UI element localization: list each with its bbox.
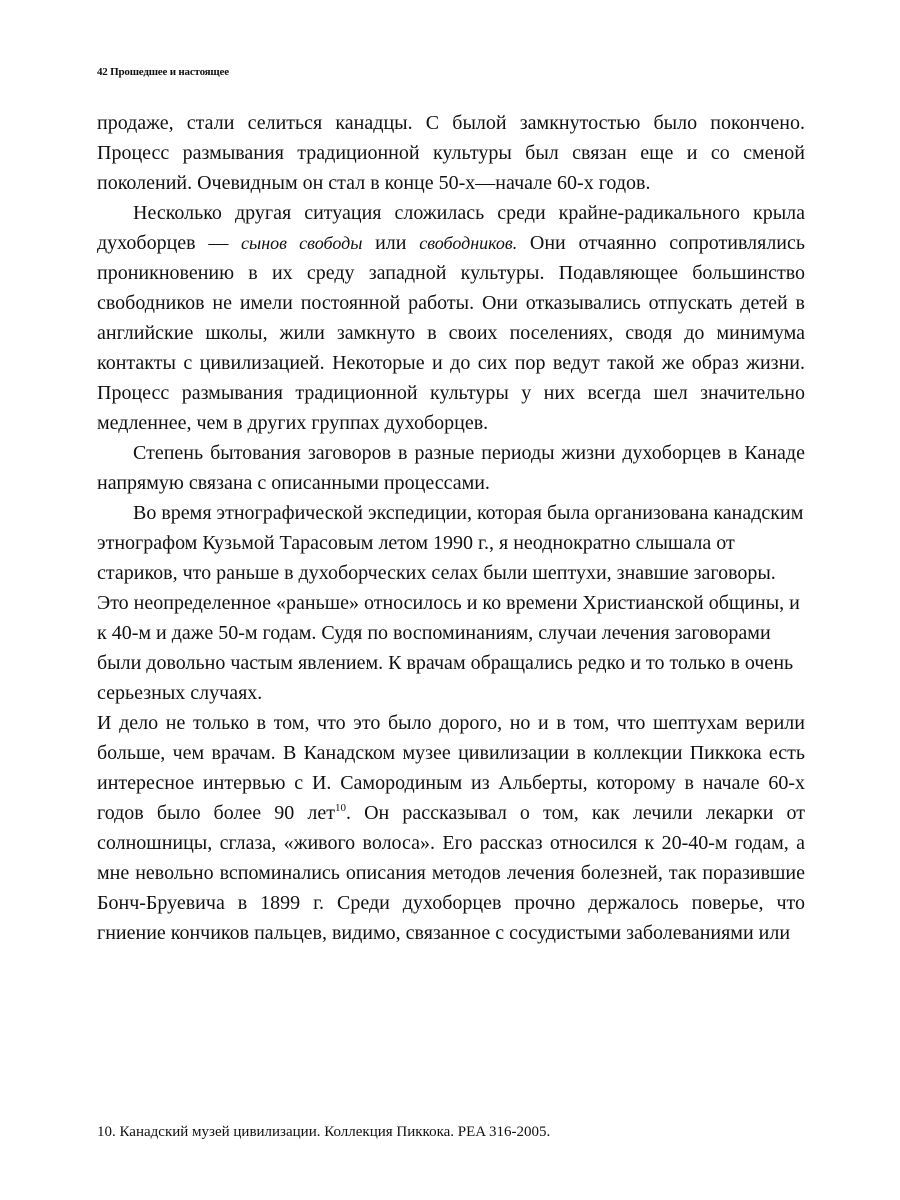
footnote-reference: 10 (334, 802, 346, 814)
page-body (97, 108, 805, 948)
paragraph-2-italic-sons-of-freedom: сынов свободы (241, 233, 363, 253)
paragraph-5 (97, 708, 805, 948)
paragraph-5-text-a: И дело не только в том, что это было дорого, но и в том, что шептухам верили больше, чем врачам. В Канадском музее цивилизации в коллекции Пиккока есть интересное интервью с И. Самородиным из Альберты, которому в начале 60-х годов было более 90 лет (97, 712, 805, 824)
paragraph-2-text-c: или (362, 232, 420, 254)
paragraph-2-italic-svobodniki: свободников. (419, 233, 518, 253)
paragraph-2 (97, 198, 805, 438)
paragraph-4: Во время этнографической экспедиции, которая была организована канадским этнографом Кузьмой Тарасовым летом 1990 г., я неоднократно слышала от стариков, что раньше в духоборческих селах были шептухи, знавшие заговоры. Это неопределенное «раньше» относилось и ко времени Христианской общины, и к 40-м и даже 50-м годам. Судя по воспоминаниям, случаи лечения заговорами были довольно частым явлением. К врачам обращались редко и то только в очень серьезных случаях. (97, 502, 804, 704)
paragraph-3: Степень бытования заговоров в разные периоды жизни духоборцев в Канаде напрямую связана с описанными процессами. (97, 442, 805, 494)
paragraph-2-text-e: Они отчаянно сопротивлялись проникновению в их среду западной культуры. Подавляющее большинство свободников не имели постоянной работы. Они отказывались отпускать детей в английские школы, жили замкнуто в своих поселениях, сводя до минимума контакты с цивилизацией. Некоторые и до сих пор ведут такой же образ жизни. Процесс размывания традиционной культуры у них всегда шел значительно медленнее, чем в других группах духоборцев. (97, 232, 806, 434)
running-head: 42 Прошедшее и настоящее (97, 66, 229, 78)
footnote: 10. Канадский музей цивилизации. Коллекция Пиккока. PEA 316-2005. (97, 1124, 551, 1140)
paragraph-1: продаже, стали селиться канадцы. С былой замкнутостью было покончено. Процесс размывания традиционной культуры был связан еще и со сменой поколений. Очевидным он стал в конце 50-х—начале 60-х годов. (97, 112, 805, 194)
paragraph-5-text-b: . Он рассказывал о том, как лечили лекарки от солношницы, сглаза, «живого волоса». Его рассказ относился к 20-40-м годам, а мне невольно вспоминались описания методов лечения болезней, так поразившие Бонч-Бруевича в 1899 г. Среди духоборцев прочно держалось поверье, что гниение кончиков пальцев, видимо, связанное с сосудистыми заболеваниями или (97, 802, 805, 944)
paragraph-2-text-a: Несколько другая ситуация сложилась среди крайне-радикального крыла духоборцев — (97, 202, 805, 254)
